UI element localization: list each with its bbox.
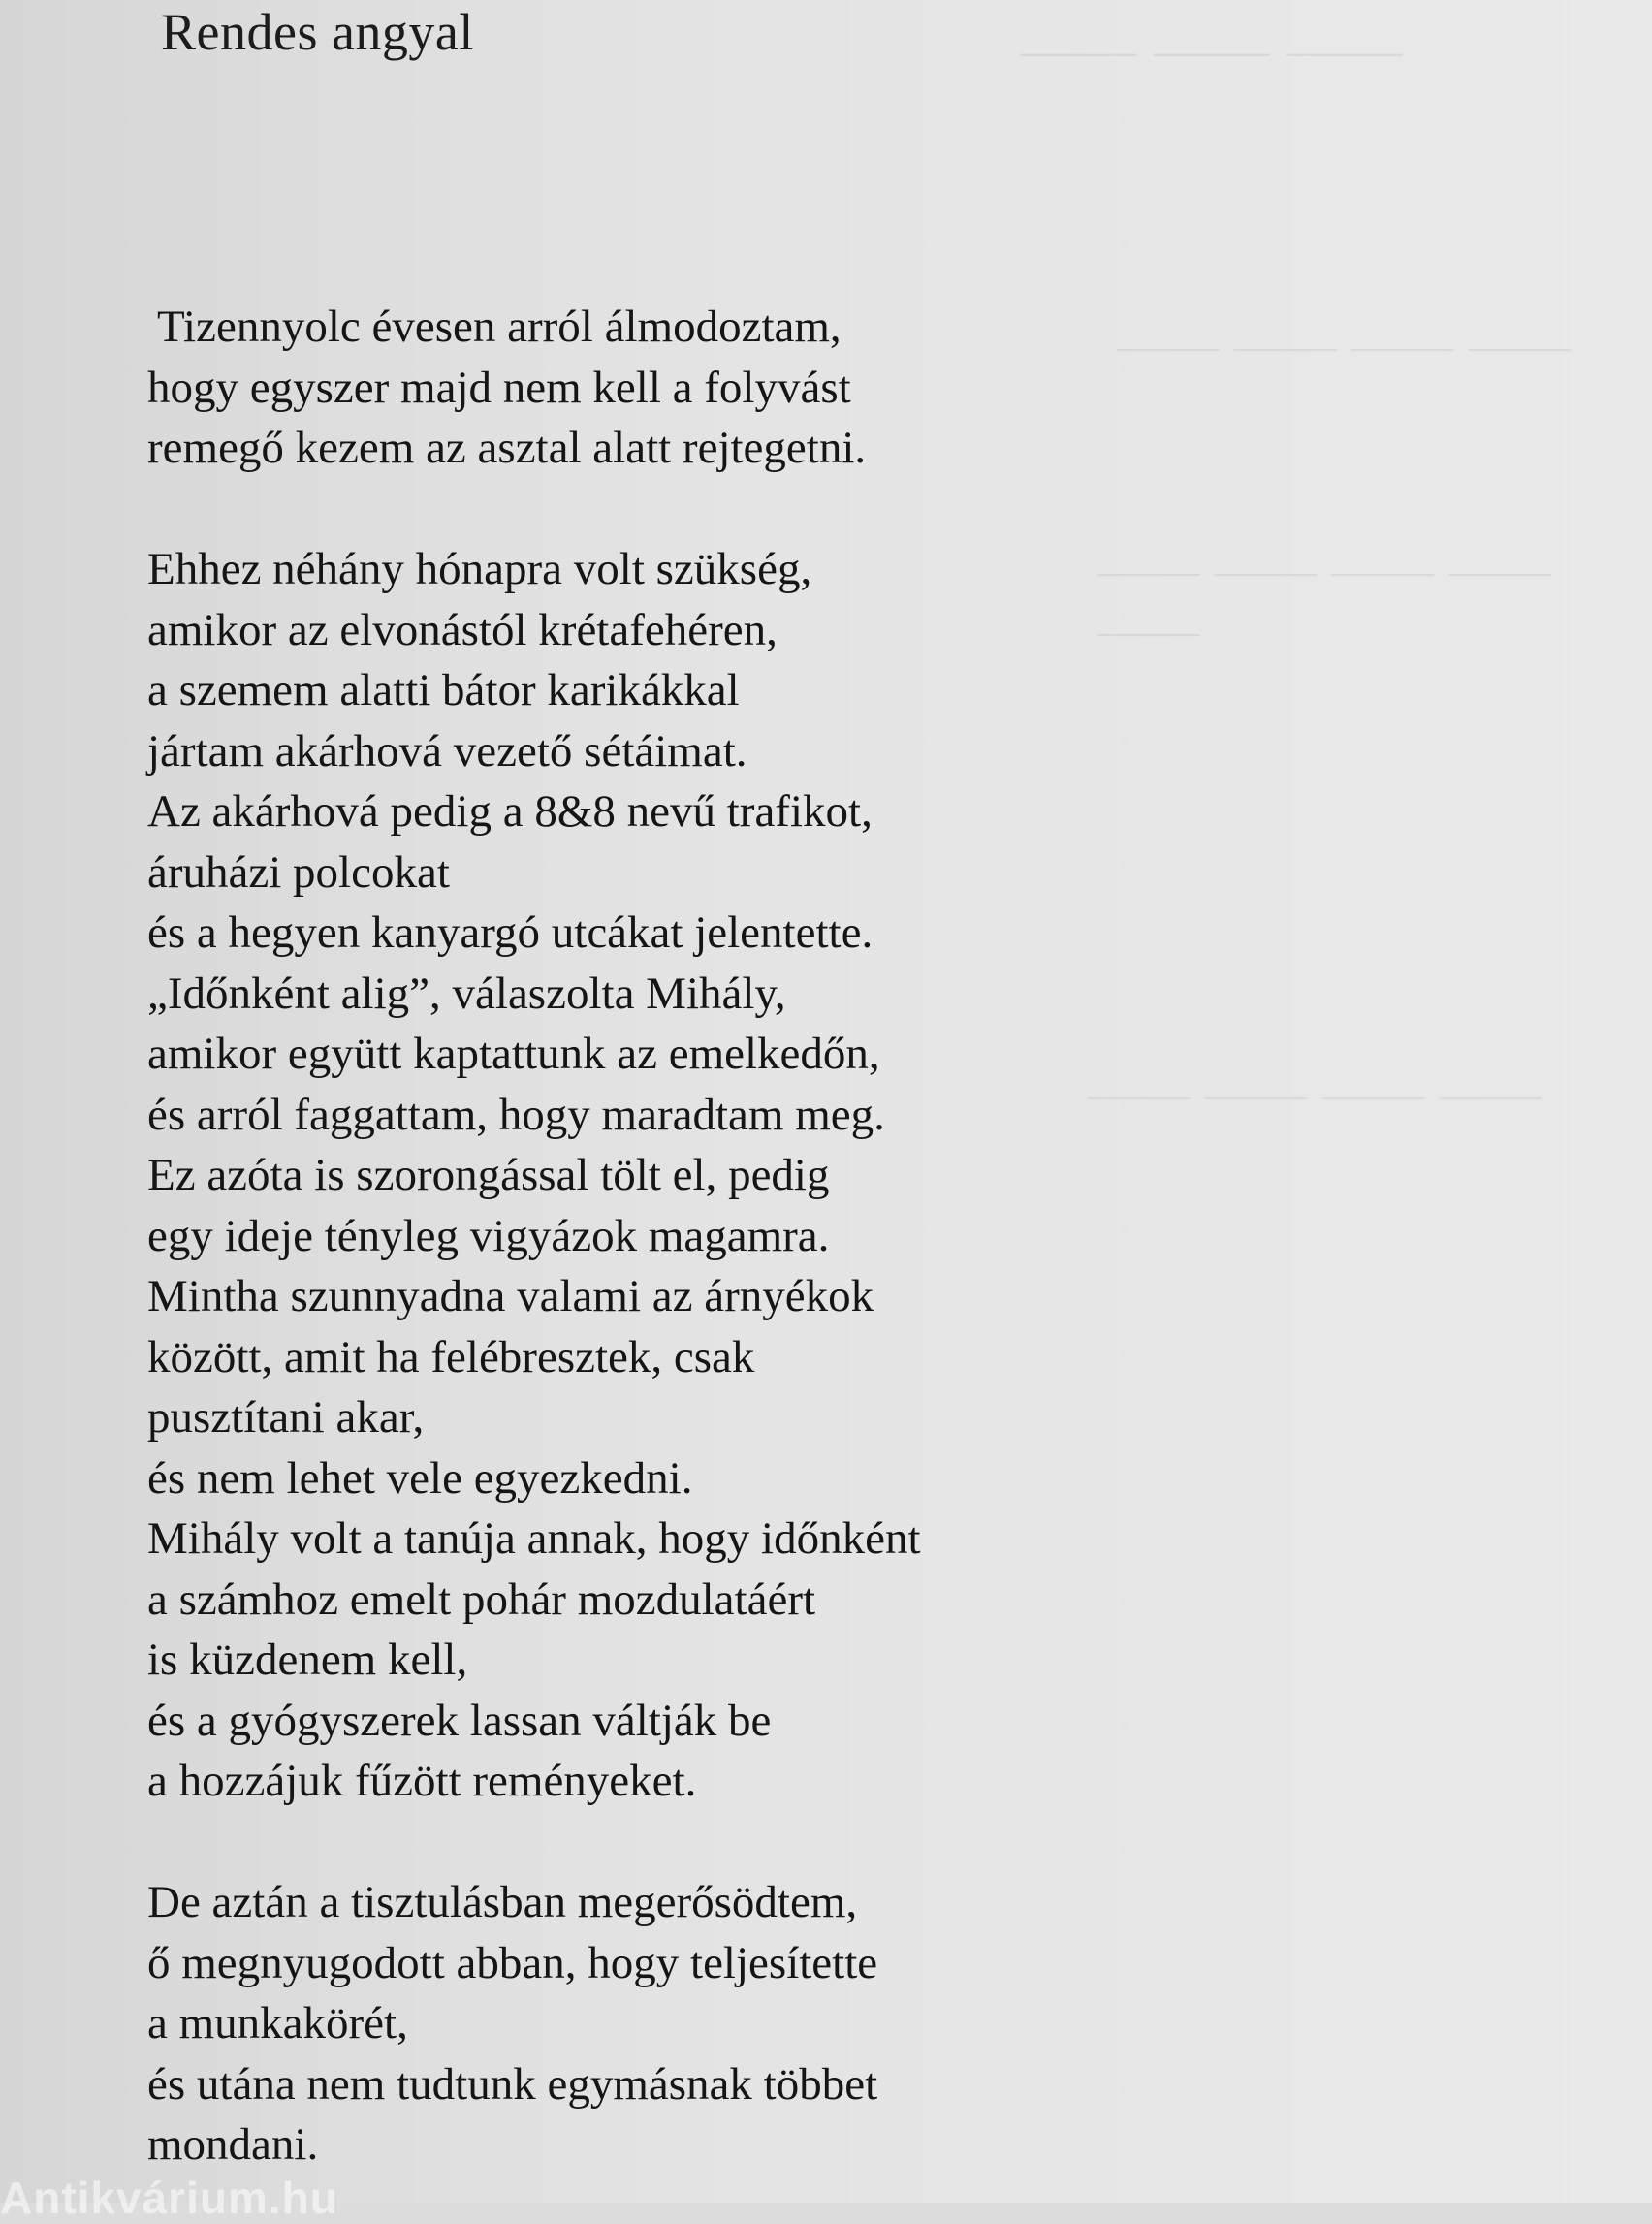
- poem-line: Mintha szunnyadna valami az árnyékok: [147, 1271, 874, 1321]
- poem-line: Ehhez néhány hónapra volt szükség,: [147, 544, 812, 594]
- stanza: [147, 297, 1117, 479]
- poem-line: Ez azóta is szorongással tölt el, pedig: [147, 1150, 830, 1200]
- poem-line: Tizennyolc évesen arról álmodoztam,: [157, 302, 842, 352]
- poem-line: a szemem alatti bátor karikákkal: [147, 665, 740, 715]
- poem-line: pusztítani akar,: [147, 1392, 425, 1443]
- poem-line: mondani.: [147, 2119, 319, 2170]
- stanza: [147, 1872, 1117, 2176]
- poem-line: remegő kezem az asztal alatt rejtegetni.: [147, 423, 867, 473]
- poem-title: Rendes angyal: [161, 3, 474, 61]
- poem-line: és a gyógyszerek lassan váltják be: [147, 1695, 772, 1746]
- poem-line: egy ideje tényleg vigyázok magamra.: [147, 1210, 830, 1261]
- poem-line: ő megnyugodott abban, hogy teljesítette: [147, 1937, 878, 1988]
- poem-line: a munkakörét,: [147, 1998, 408, 2049]
- poem-line: a számhoz emelt pohár mozdulatáért: [147, 1573, 816, 1625]
- poem-line: között, amit ha felébresztek, csak: [147, 1331, 755, 1382]
- poem-line: jártam akárhová vezető sétáimat.: [147, 725, 747, 777]
- poem-body: [147, 297, 1117, 2176]
- poem-line: amikor együtt kaptattunk az emelkedőn,: [147, 1029, 880, 1079]
- poem-line: és a hegyen kanyargó utcákat jelentette.: [147, 907, 874, 958]
- facing-page-bleedthrough: ⸻ ⸻ ⸻ ⸻ ⸻ ⸻ ⸻ ⸻ ⸻ ⸻ ⸻ ⸻ ⸻ ⸻ ⸻ ⸻: [1018, 24, 1573, 1120]
- poem-line: amikor az elvonástól krétafehéren,: [147, 604, 778, 655]
- stanza: [147, 539, 1117, 1812]
- poem-line: Az akárhová pedig a 8&8 nevű trafikot,: [147, 786, 873, 837]
- poem-line: és arról faggattam, hogy maradtam meg.: [147, 1089, 885, 1140]
- poem-line: is küzdenem kell,: [147, 1635, 468, 1685]
- poem-line: áruházi polcokat: [147, 846, 450, 898]
- poem-line: De aztán a tisztulásban megerősödtem,: [147, 1877, 858, 1927]
- site-watermark: Antikvárium.hu: [0, 2173, 338, 2223]
- poem-line: és utána nem tudtunk egymásnak többet: [147, 2058, 878, 2110]
- poem-line: a hozzájuk fűzött reményeket.: [147, 1756, 697, 1806]
- poem-line: hogy egyszer majd nem kell a folyvást: [147, 362, 851, 413]
- poem-line: és nem lehet vele egyezkedni.: [147, 1452, 693, 1504]
- poem-line: „Időnként alig”, válaszolta Mihály,: [147, 968, 786, 1019]
- poem-line: Mihály volt a tanúja annak, hogy időnként: [147, 1513, 921, 1564]
